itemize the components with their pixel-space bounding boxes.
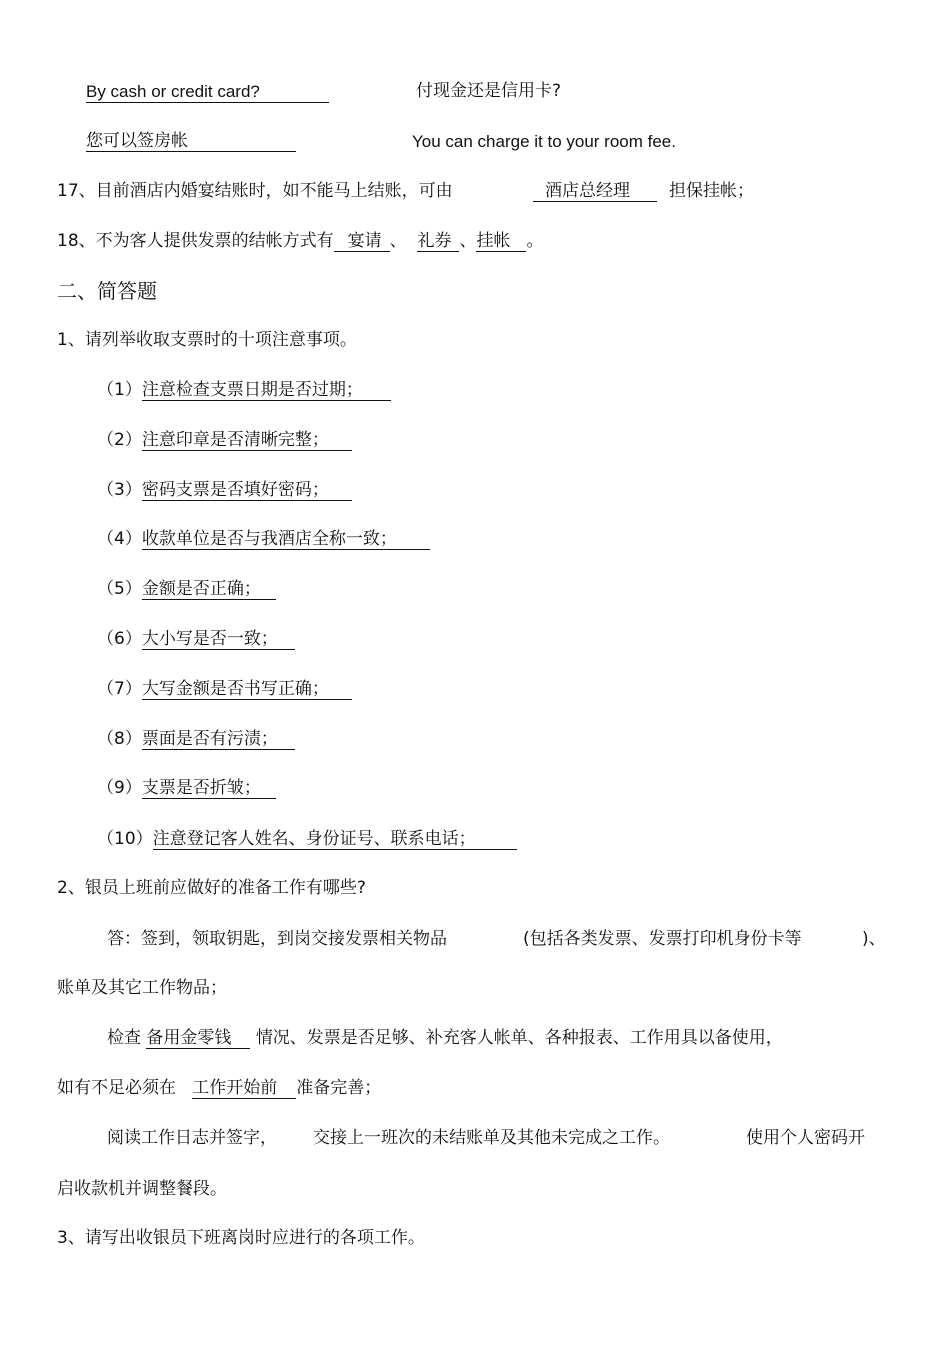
check-item: （6）大小写是否一致； — [97, 628, 295, 650]
answer-text: 答：签到，领取钥匙，到岗交接发票相关物品 — [107, 929, 447, 949]
answer-text: 如有不足必须在 工作开始前 准备完善； — [57, 1078, 382, 1098]
answer-text: 启收款机并调整餐段。 — [57, 1179, 227, 1199]
section-title: 二、简答题 — [57, 279, 157, 303]
phrase-chinese-1: 付现金还是信用卡? — [416, 81, 562, 101]
question-1: 1、请列举收取支票时的十项注意事项。 — [57, 330, 357, 350]
question-17-answer: 酒店总经理 — [533, 180, 657, 202]
answer-petty-cash: 备用金零钱 — [146, 1028, 250, 1049]
phrase-chinese-2: 您可以签房帐 — [86, 130, 296, 152]
phrase-english-1: By cash or credit card? — [86, 81, 329, 103]
answer-before-work: 工作开始前 — [192, 1078, 296, 1099]
question-18: 18、不为客人提供发票的结帐方式有 宴请 、 礼券 、挂帐 。 — [57, 231, 544, 251]
answer-on-account: 挂帐 — [476, 231, 526, 252]
check-item: （10）注意登记客人姓名、身份证号、联系电话； — [97, 828, 517, 850]
question-2: 2、银员上班前应做好的准备工作有哪些? — [57, 878, 366, 898]
check-item: （1）注意检查支票日期是否过期； — [97, 379, 391, 401]
answer-banquet: 宴请 — [334, 231, 390, 252]
answer-gift-voucher: 礼券 — [417, 231, 459, 252]
answer-text: 阅读工作日志并签字， — [107, 1128, 277, 1148]
check-item: （8）票面是否有污渍； — [97, 728, 295, 750]
phrase-english-2: You can charge it to your room fee. — [412, 132, 676, 151]
answer-text: 使用个人密码开 — [746, 1128, 865, 1148]
check-item: （3）密码支票是否填好密码； — [97, 479, 352, 501]
answer-text: 检查 备用金零钱 情况、发票是否足够、补充客人帐单、各种报表、工作用具以备使用， — [107, 1028, 783, 1048]
question-3: 3、请写出收银员下班离岗时应进行的各项工作。 — [57, 1228, 425, 1248]
check-item: （7）大写金额是否书写正确； — [97, 678, 352, 700]
answer-text: 交接上一班次的未结账单及其他未完成之工作。 — [313, 1128, 670, 1148]
check-item: （2）注意印章是否清晰完整； — [97, 429, 352, 451]
check-item: （4）收款单位是否与我酒店全称一致； — [97, 528, 430, 550]
question-17-tail: 担保挂帐； — [669, 181, 754, 201]
answer-text: (包括各类发票、发票打印机身份卡等 — [523, 929, 802, 949]
check-item: （9）支票是否折皱； — [97, 777, 276, 799]
answer-text: 账单及其它工作物品； — [57, 978, 227, 998]
answer-text: )、 — [862, 929, 886, 949]
check-item: （5）金额是否正确； — [97, 578, 276, 600]
question-17: 17、目前酒店内婚宴结账时，如不能马上结账，可由 — [57, 181, 453, 201]
